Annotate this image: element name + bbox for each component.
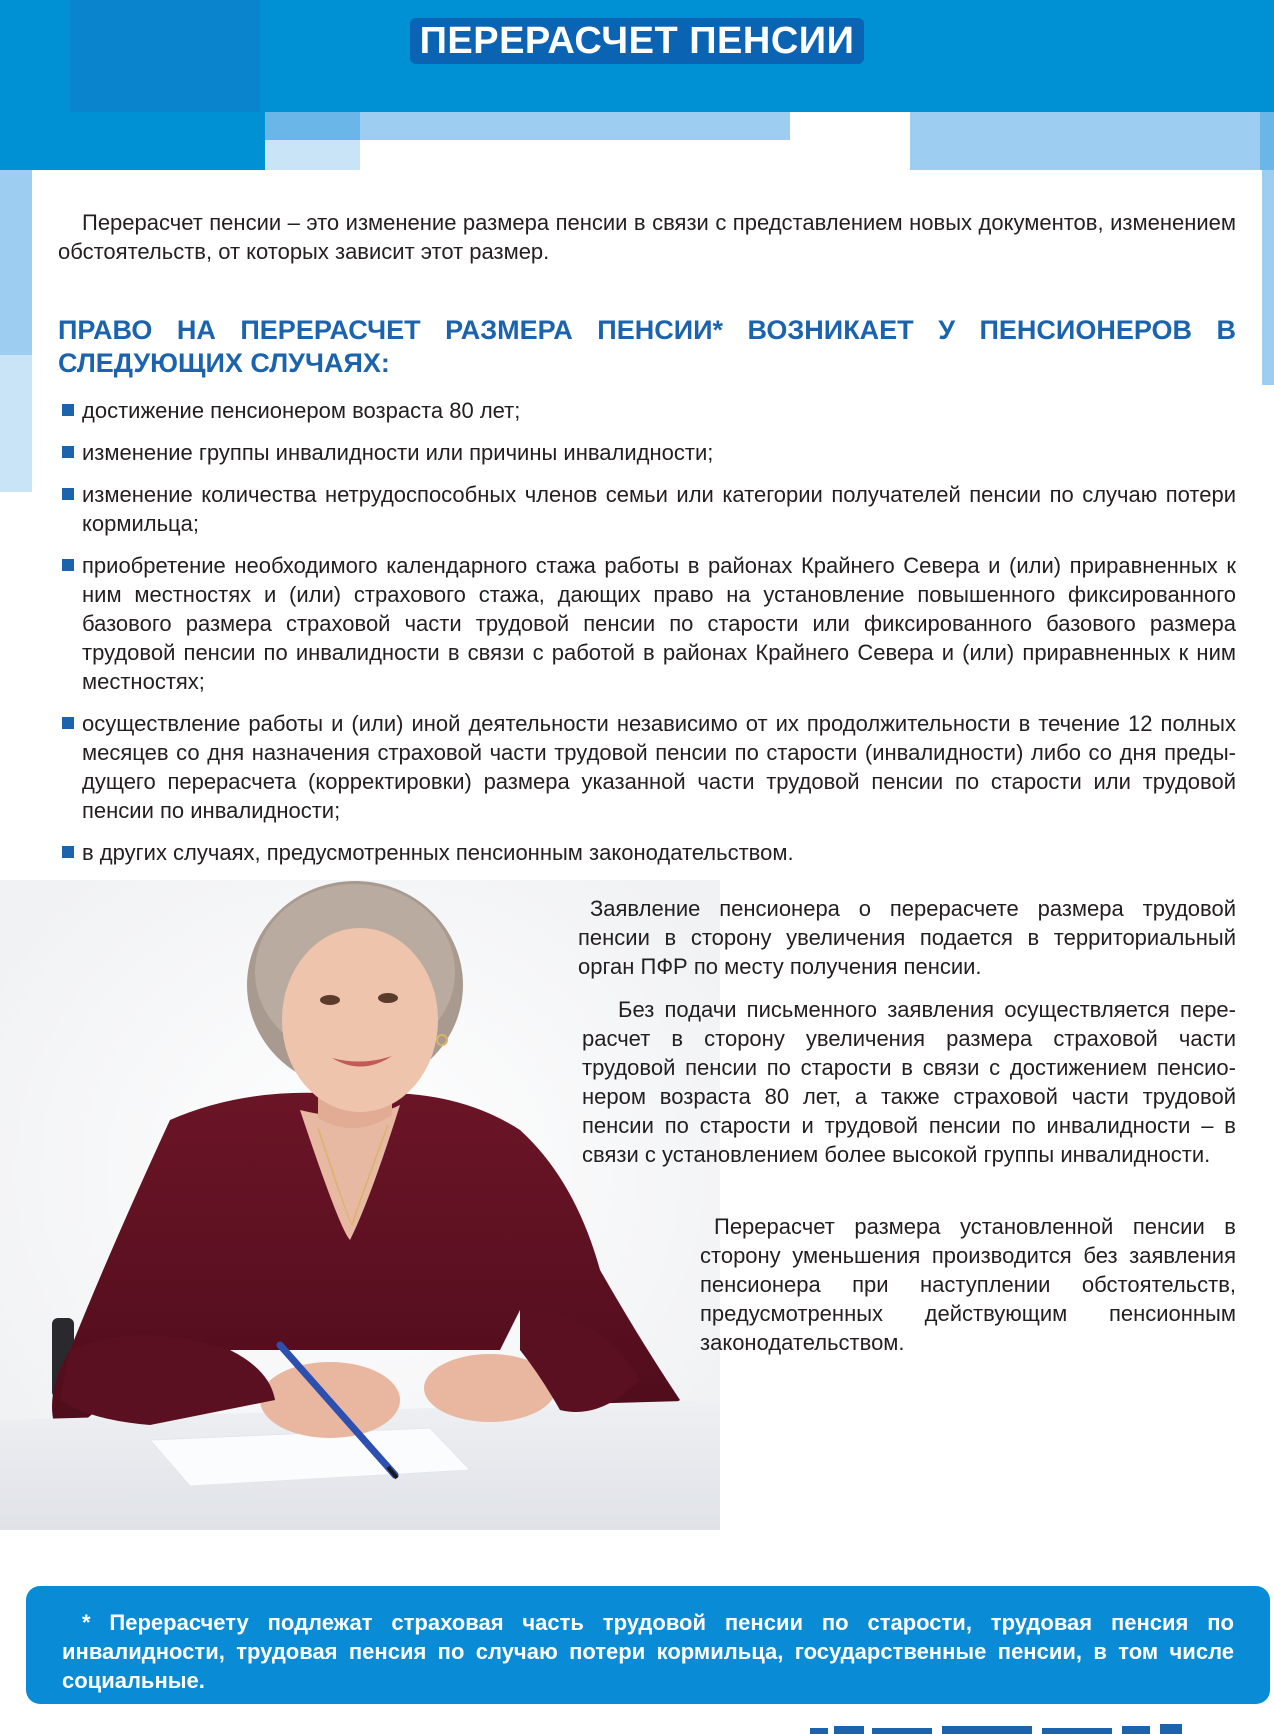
square-bullet-icon	[62, 717, 74, 729]
square-bullet-icon	[62, 446, 74, 458]
list-item	[58, 438, 1236, 467]
list-item-text: осуществление работы и (или) иной деятельности независимо от их продолжительности в течение 12 полных месяцев со дня назначения страховой части трудовой пенсии по старости (инвалидности) либо со дня предыдущего перерасчета (корректировки) размера указанной части трудовой пенсии по старости или трудовой пенсии по инвалидности;	[82, 711, 1236, 823]
application-paragraph: Заявление пенсионера о перерасчете размера трудовой пенсии в сторону увеличения подается в территориальный орган ПФР по месту получения пенсии.	[578, 896, 1236, 979]
right-edge-strip	[1262, 170, 1274, 385]
list-item	[58, 480, 1236, 538]
list-item	[58, 838, 1236, 867]
list-item	[58, 551, 1236, 696]
list-item-text: изменение количества нетрудоспособных членов семьи или категории получателей пенсии по случаю потери кормильца;	[82, 482, 1236, 536]
square-bullet-icon	[62, 846, 74, 858]
list-item	[58, 709, 1236, 825]
list-item-text: изменение группы инвалидности или причины инвалидности;	[82, 440, 714, 465]
page-title: ПЕРЕРАСЧЕТ ПЕНСИИ	[410, 18, 865, 64]
footnote-text: * Перерасчету подлежат страховая часть трудовой пенсии по старости, трудовая пенсия по инвалидности, трудовая пенсия по случаю потери кормильца, государственные пенсии, в том числе социальные.	[62, 1610, 1234, 1693]
left-edge-graphic	[0, 170, 32, 492]
left-edge-strip	[0, 170, 32, 492]
right-edge-graphic	[1262, 170, 1274, 385]
header-band	[0, 0, 1274, 170]
list-item-text: достижение пенсионером возраста 80 лет;	[82, 398, 521, 423]
decrease-paragraph: Перерасчет размера установленной пенсии в сторону уменьшения производится без заявления пенсионера при наступлении обстоятельств, предусмотренных действующим пенсионным законодательством.	[700, 1214, 1236, 1355]
clipped-footer-line	[810, 1720, 1210, 1734]
list-item-text: в других случаях, предусмотренных пенсионным законодательством.	[82, 840, 794, 865]
square-bullet-icon	[62, 488, 74, 500]
rights-list	[58, 396, 1236, 880]
footnote-box	[26, 1586, 1270, 1704]
list-item	[58, 396, 1236, 425]
rights-heading: ПРАВО НА ПЕРЕРАСЧЕТ РАЗМЕРА ПЕНСИИ* ВОЗНИКАЕТ У ПЕНСИОНЕРОВ В СЛЕДУЮЩИХ СЛУЧАЯХ:	[58, 315, 1236, 378]
intro-paragraph: Перерасчет пенсии – это изменение размера пенсии в связи с представлением новых документов, изменением обстоятельств, от которых зависит этот размер.	[58, 210, 1236, 264]
no-application-paragraph: Без подачи письменного заявления осуществляется перерасчет в сторону увеличения размера страховой части трудовой пенсии по старости в связи с достижением пенсионером возраста 80 лет, а также страховой части трудовой пенсии по старости и трудовой пенсии по инвалидности – в связи с установлением более высокой группы инвалидности.	[582, 997, 1236, 1167]
list-item-text: приобретение необходимого календарного стажа работы в районах Крайнего Севера и (или) приравненных к ним местностях и (или) страхового стажа, дающих право на установление повышенного фиксированного базового размера страховой части трудовой пенсии по старости или фиксированного базового размера трудовой пенсии по инвалидности в связи с работой в районах Крайнего Севера и (или) приравненных к ним местностях;	[82, 553, 1236, 694]
page-title-wrapper	[0, 18, 1274, 64]
square-bullet-icon	[62, 404, 74, 416]
clipped-footer-graphic	[810, 1720, 1210, 1734]
square-bullet-icon	[62, 559, 74, 571]
